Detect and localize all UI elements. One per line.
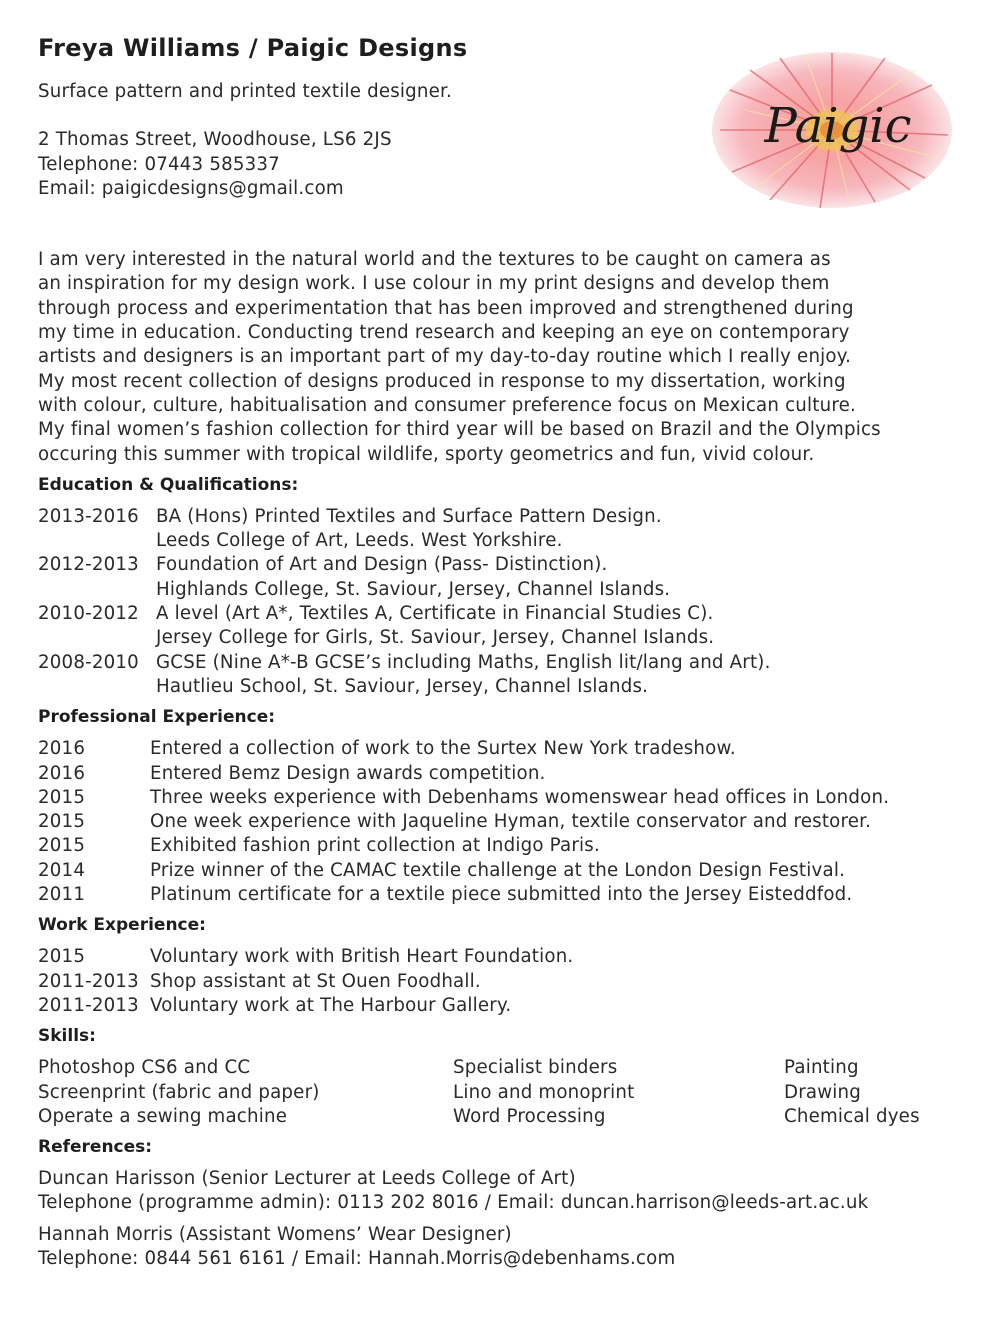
education-years: 2010-2012 [38,603,139,625]
tagline: Surface pattern and printed textile designer. [38,81,453,102]
skill-item: Screenprint (fabric and paper) [38,1081,320,1103]
statement-line: with colour, culture, habitualisation and consumer preference focus on Mexican culture. [38,394,856,416]
skills-column [453,1056,784,1129]
professional-row [38,859,968,883]
address: 2 Thomas Street, Woodhouse, LS6 2JS [38,129,392,151]
skill-item: Specialist binders [453,1057,618,1079]
telephone: Telephone: 07443 585337 [38,153,280,175]
skills-column [784,1056,920,1129]
skills-heading: Skills: [38,1026,96,1047]
professional-year: 2015 [38,835,86,857]
work-year: 2015 [38,946,86,968]
skill-item: Lino and monoprint [453,1081,635,1103]
professional-row [38,834,968,858]
education-years: 2013-2016 [38,505,139,527]
professional-detail: Prize winner of the CAMAC textile challenge at the London Design Festival. [150,859,846,881]
work-detail: Voluntary work with British Heart Foundation. [150,946,574,968]
education-detail: BA (Hons) Printed Textiles and Surface Pattern Design. [156,505,662,527]
statement-line: through process and experimentation that has been improved and strengthened during [38,297,854,319]
statement-line: artists and designers is an important part of my day-to-day routine which I really enjoy. [38,346,852,368]
reference-entry [38,1167,968,1216]
education-detail: Highlands College, St. Saviour, Jersey, Channel Islands. [156,578,671,600]
professional-detail: Platinum certificate for a textile piece submitted into the Jersey Eisteddfod. [150,884,853,906]
education-row [38,505,968,529]
education-years: 2012-2013 [38,554,139,576]
education-years [38,675,156,699]
education-detail: A level (Art A*, Textiles A, Certificate in Financial Studies C). [156,603,714,625]
professional-year: 2011 [38,884,86,906]
professional-year: 2014 [38,859,86,881]
reference-entry [38,1223,968,1272]
page-title: Freya Williams / Paigic Designs [38,34,468,62]
professional-detail: One week experience with Jaqueline Hyman, textile conservator and restorer. [150,811,872,833]
professional-heading: Professional Experience: [38,707,276,728]
work-year: 2011-2013 [38,970,139,992]
skill-item: Word Processing [453,1105,606,1127]
professional-row [38,737,968,761]
references-heading: References: [38,1137,153,1158]
education-row [38,553,968,577]
skill-item: Drawing [784,1081,862,1103]
education-list [38,505,968,699]
professional-year: 2015 [38,786,86,808]
work-year: 2011-2013 [38,994,139,1016]
work-detail: Shop assistant at St Ouen Foodhall. [150,970,481,992]
professional-detail: Three weeks experience with Debenhams womenswear head offices in London. [150,786,890,808]
skills-column [38,1056,453,1129]
education-row [38,578,968,602]
professional-detail: Entered a collection of work to the Surtex New York tradeshow. [150,738,736,760]
work-heading: Work Experience: [38,915,206,936]
skill-item: Chemical dyes [784,1105,920,1127]
professional-row [38,786,968,810]
education-row [38,651,968,675]
professional-row [38,883,968,907]
reference-contact: Telephone (programme admin): 0113 202 8016 / Email: duncan.harrison@leeds-art.ac.uk [38,1192,869,1214]
logo-wordmark: Paigic [764,98,912,154]
email: Email: paigicdesigns@gmail.com [38,177,344,199]
work-row [38,994,968,1018]
work-row [38,945,968,969]
education-years [38,529,156,553]
skill-item: Painting [784,1057,859,1079]
professional-year: 2015 [38,811,86,833]
statement-line: I am very interested in the natural world and the textures to be caught on camera as [38,249,831,271]
cv-document [38,30,968,1271]
professional-year: 2016 [38,738,86,760]
education-detail: Foundation of Art and Design (Pass- Distinction). [156,554,608,576]
education-detail: Leeds College of Art, Leeds. West Yorkshire. [156,530,563,552]
reference-name: Hannah Morris (Assistant Womens’ Wear Designer) [38,1223,512,1245]
education-row [38,626,968,650]
skills-grid [38,1056,968,1129]
work-row [38,970,968,994]
professional-year: 2016 [38,762,86,784]
professional-row [38,762,968,786]
statement-line: My most recent collection of designs produced in response to my dissertation, working [38,370,846,392]
personal-statement [38,248,968,467]
education-years: 2008-2010 [38,651,139,673]
skill-item: Photoshop CS6 and CC [38,1057,251,1079]
education-detail: Hautlieu School, St. Saviour, Jersey, Channel Islands. [156,675,649,697]
contact-block [38,128,968,201]
education-years [38,578,156,602]
statement-line: My final women’s fashion collection for third year will be based on Brazil and the Olympics [38,419,881,441]
professional-detail: Exhibited fashion print collection at Indigo Paris. [150,835,600,857]
education-row [38,529,968,553]
education-row [38,675,968,699]
reference-name: Duncan Harisson (Senior Lecturer at Leeds College of Art) [38,1168,576,1190]
education-detail: Jersey College for Girls, St. Saviour, Jersey, Channel Islands. [156,627,715,649]
statement-line: my time in education. Conducting trend research and keeping an eye on contemporary [38,322,850,344]
statement-line: occuring this summer with tropical wildlife, sporty geometrics and fun, vivid colour. [38,443,815,465]
professional-row [38,810,968,834]
work-list [38,945,968,1018]
work-detail: Voluntary work at The Harbour Gallery. [150,994,512,1016]
education-years [38,626,156,650]
professional-detail: Entered Bemz Design awards competition. [150,762,546,784]
professional-list [38,737,968,907]
education-row [38,602,968,626]
reference-contact: Telephone: 0844 561 6161 / Email: Hannah.Morris@debenhams.com [38,1247,676,1269]
education-detail: GCSE (Nine A*-B GCSE’s including Maths, English lit/lang and Art). [156,651,771,673]
education-heading: Education & Qualifications: [38,474,299,495]
skill-item: Operate a sewing machine [38,1105,288,1127]
statement-line: an inspiration for my design work. I use colour in my print designs and develop them [38,273,830,295]
